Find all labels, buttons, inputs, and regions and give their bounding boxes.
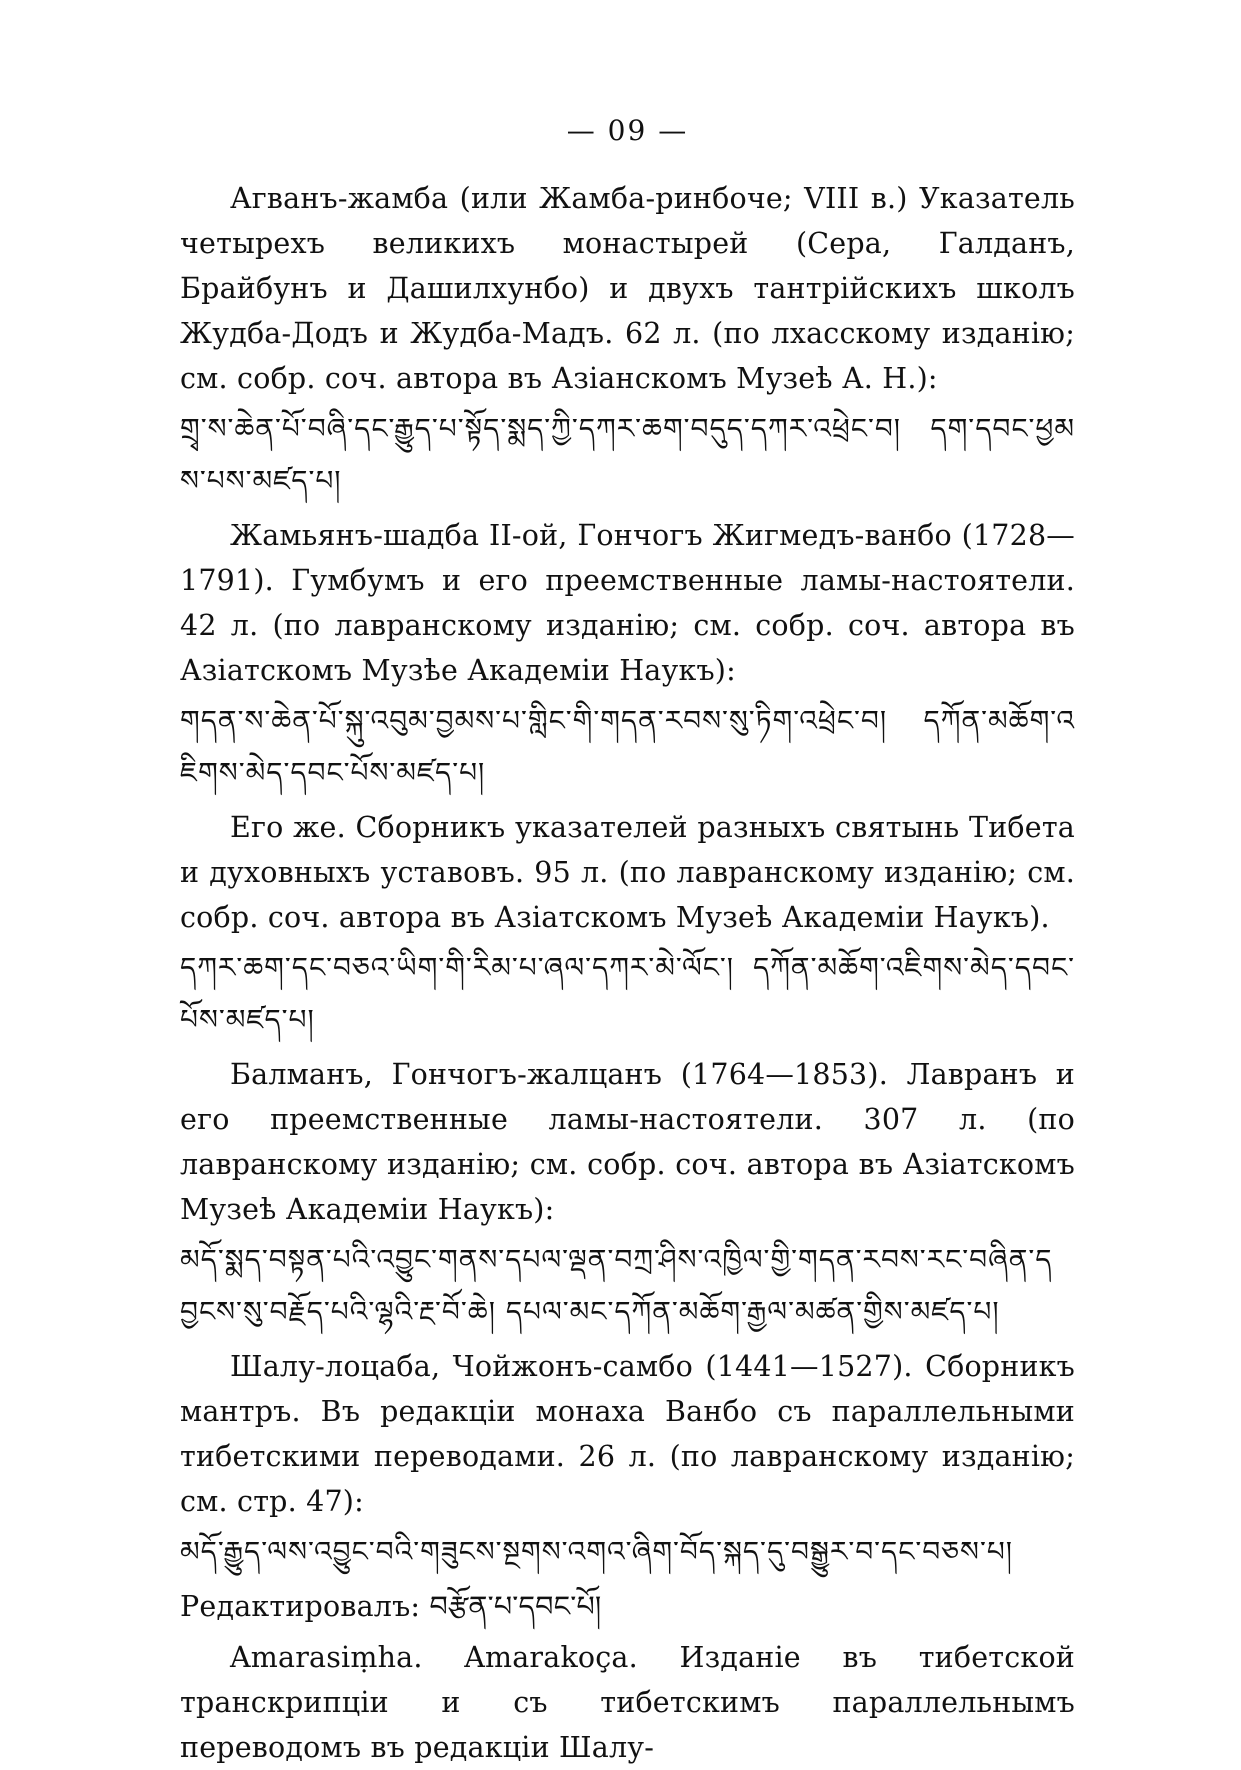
tibetan-title: དཀར་ཆག་དང་བཅའ་ཡིག་གི་རིམ་པ་ཞལ་དཀར་མེ་ལོང་། དཀོན་མཆོག་འཇིགས་མེད་དབང་པོས་མཛད་པ། <box>180 951 1075 1036</box>
entry-text: Amarasiṃha. Amarakoça. Изданіе въ тибетской транскрипціи и съ тибетскимъ параллельнымъ переводомъ въ редакціи Шалу- <box>180 1641 1075 1764</box>
editor-tibetan: བརྩོན་པ་དབང་པོ། <box>429 1590 602 1623</box>
editor-line <box>180 1584 1075 1629</box>
tibetan-title: གྲྭ་ས་ཆེན་པོ་བཞི་དང་རྒྱུད་པ་སྟོད་སྨད་ཀྱི་དཀར་ཆག་བདུད་དཀར་འཕྲེང་བ། དག་དབང་ཕྱམས་པས་མཛད་པ། <box>180 412 1075 497</box>
entry-text: Его же. Сборникъ указателей разныхъ святынь Тибета и духовныхъ уставовъ. 95 л. (по лавранскому изданію; см. собр. соч. автора въ Азіатскомъ Музеѣ Академіи Наукъ). <box>180 811 1075 934</box>
entry-text: Балманъ, Гончогъ-жалцанъ (1764—1853). Лавранъ и его преемственные ламы-настоятели. 307 л. (по лавранскому изданію; см. собр. соч. автора въ Азіатскомъ Музеѣ Академіи Наукъ): <box>180 1058 1075 1226</box>
entry-text: Жамьянъ-шадба II-ой, Гончогъ Жигмедъ-ванбо (1728—1791). Гумбумъ и его преемственные ламы-настоятели. 42 л. (по лавранскому изданію; см. собр. соч. автора въ Азіатскомъ Музѣе Академіи Наукъ): <box>180 519 1075 687</box>
editor-label: Редактировалъ: <box>180 1590 421 1623</box>
tibetan-title: མདོ་རྒྱུད་ལས་འབྱུང་བའི་གཟུངས་སྔགས་འགའ་ཞིག་བོད་སྐད་དུ་བསྒྱུར་བ་དང་བཅས་པ། <box>180 1535 1013 1568</box>
entry-text: Агванъ-жамба (или Жамба-ринбоче; VIII в.) Указатель четырехъ великихъ монастырей (Сера, Галданъ, Брайбунъ и Дашилхунбо) и двухъ тантрійскихъ школъ Жудба-Додъ и Жудба-Мадъ. 62 л. (по лхасскому изданію; см. собр. соч. автора въ Азіанскомъ Музеѣ А. Н.): <box>180 182 1075 395</box>
page-number: — 09 — <box>566 114 689 147</box>
entry-text: Шалу-лоцаба, Чойжонъ-самбо (1441—1527). Сборникъ мантръ. Въ редакціи монаха Ванбо съ параллельными тибетскими переводами. 26 л. (по лавранскому изданію; см. стр. 47): <box>180 1350 1075 1518</box>
tibetan-title: མདོ་སྨད་བསྟན་པའི་འབྱུང་གནས་དཔལ་ལྡན་བཀྲ་ཤིས་འཁྱིལ་གྱི་གདན་རབས་རང་བཞིན་དབྱངས་སུ་བརྗོད་པའི་ལྷའི་རྔ་བོ་ཆེ། དཔལ་མང་དཀོན་མཆོག་རྒྱལ་མཚན་གྱིས་མཛད་པ། <box>180 1243 1053 1328</box>
page-body <box>180 108 1075 1770</box>
tibetan-title: གདན་ས་ཆེན་པོ་སྐུ་འབུམ་བྱམས་པ་གླིང་གི་གདན་རབས་སུ་ཏིག་འཕྲེང་བ། དཀོན་མཆོག་འཇིགས་མེད་དབང་པོས་མཛད་པ། <box>180 704 1075 789</box>
